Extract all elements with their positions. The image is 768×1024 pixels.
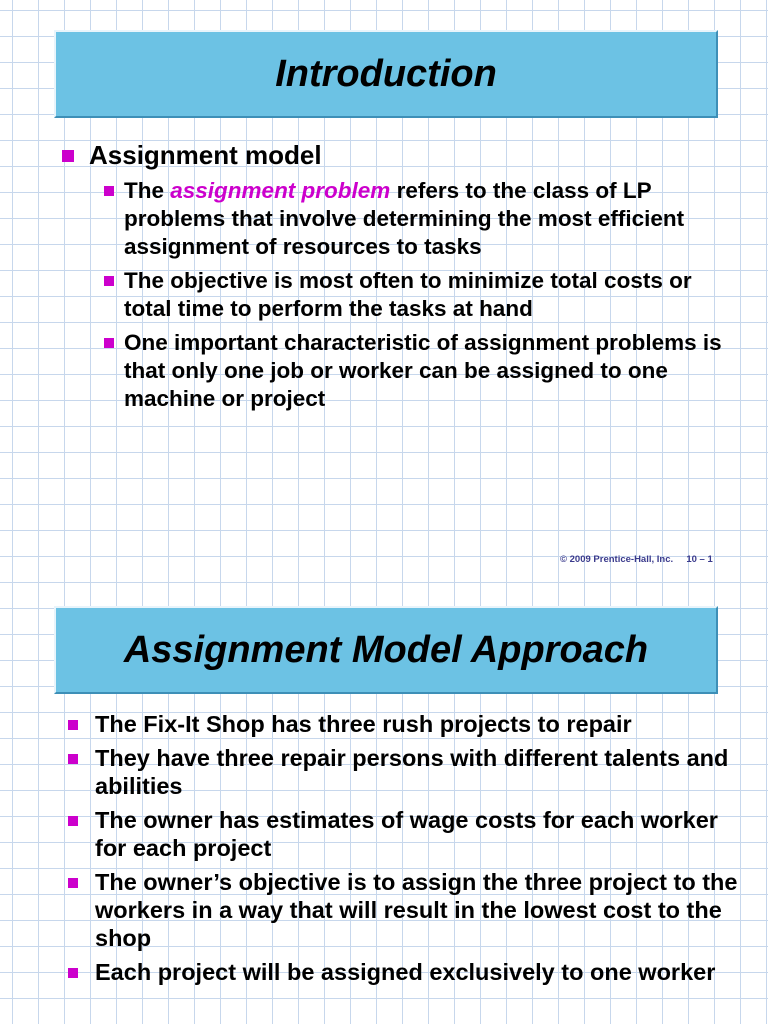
bullet-text: Each project will be assigned exclusively to one worker xyxy=(95,959,716,985)
slide2-bullet-4 xyxy=(0,868,740,952)
bullet-text: The Fix-It Shop has three rush projects to repair xyxy=(95,711,632,737)
sub-bullet-2 xyxy=(0,267,740,323)
bullet-text: Assignment model xyxy=(89,140,322,170)
bullet-square-icon xyxy=(68,878,78,888)
bullet-square-icon xyxy=(62,150,74,162)
bullet-square-icon xyxy=(68,720,78,730)
bullet-text: The owner has estimates of wage costs for each worker for each project xyxy=(95,807,718,861)
slide2-bullet-3 xyxy=(0,806,740,862)
bullet-square-icon xyxy=(68,754,78,764)
sub-bullet-text: The xyxy=(124,178,171,203)
bullet-text: They have three repair persons with different talents and abilities xyxy=(95,745,729,799)
slide1-title-bar xyxy=(54,30,718,118)
sub-bullet-text: The objective is most often to minimize total costs or total time to perform the tasks at hand xyxy=(124,268,692,321)
bullet-square-icon xyxy=(68,816,78,826)
bullet-text: The owner’s objective is to assign the three project to the workers in a way that will result in the lowest cost to the shop xyxy=(95,869,738,951)
slide2-title: Assignment Model Approach xyxy=(123,628,649,671)
sub-bullet-1 xyxy=(0,177,740,261)
slide2-title-bar xyxy=(54,606,718,694)
bullet-square-icon xyxy=(104,186,114,196)
slide2-bullets xyxy=(0,710,740,992)
slide1-bullets xyxy=(54,140,744,176)
slide1-title: Introduction xyxy=(275,52,497,95)
slide1-sub-bullets xyxy=(0,177,740,419)
slide2-bullet-2 xyxy=(0,744,740,800)
bullet-square-icon xyxy=(68,968,78,978)
bullet-square-icon xyxy=(104,276,114,286)
slide1-bullet-assignment-model xyxy=(54,140,744,170)
assignment-problem-highlight: assignment problem xyxy=(170,178,391,203)
bullet-square-icon xyxy=(104,338,114,348)
slide2-bullet-5 xyxy=(0,958,740,986)
sub-bullet-text: One important characteristic of assignment problems is that only one job or worker can be assigned to one machine or project xyxy=(124,330,722,411)
slide1-footer: © 2009 Prentice-Hall, Inc. 10 – 1 xyxy=(560,554,713,565)
sub-bullet-3 xyxy=(0,329,740,413)
sub-bullet-text: refers to the class of LP problems that involve determining the most efficient assignment of resources to tasks xyxy=(124,178,685,259)
slide2-bullet-1 xyxy=(0,710,740,738)
